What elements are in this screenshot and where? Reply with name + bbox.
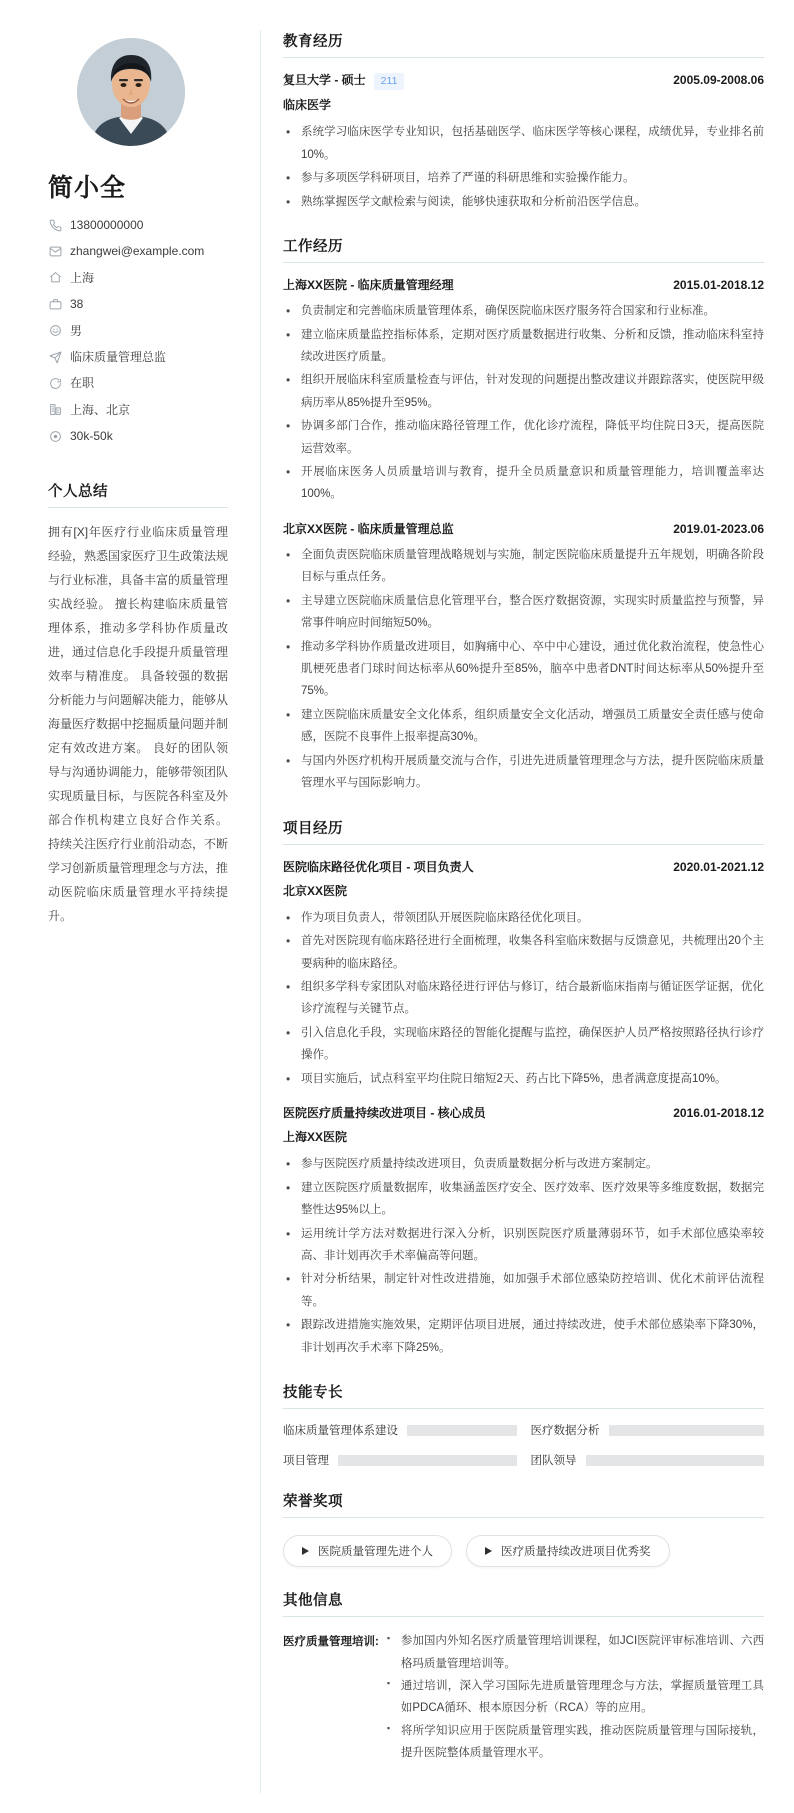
education-section bbox=[283, 30, 764, 213]
project-entry bbox=[283, 1104, 764, 1359]
education-school: 复旦大学 - 硕士 bbox=[283, 73, 366, 87]
honor-label: 医疗质量持续改进项目优秀奖 bbox=[501, 1546, 651, 1559]
contact-cities-value: 上海、北京 bbox=[70, 402, 131, 417]
skill-progress-track bbox=[609, 1425, 765, 1436]
contact-cities bbox=[48, 403, 232, 417]
honors-section bbox=[283, 1490, 764, 1567]
project-bullets bbox=[283, 907, 764, 1090]
contact-list bbox=[48, 218, 232, 444]
triangle-right-icon bbox=[302, 1547, 309, 1555]
list-item: • 参与医院医疗质量持续改进项目，负责质量数据分析与改进方案制定。 bbox=[283, 1153, 764, 1175]
other-info-bullets bbox=[385, 1630, 764, 1765]
list-item: • 项目实施后，试点科室平均住院日缩短2天、药占比下降5%，患者满意度提高10%。 bbox=[283, 1068, 764, 1090]
list-item: • 跟踪改进措施实施效果，定期评估项目进展，通过持续改进，使手术部位感染率下降30%，非计划再次手术率下降25%。 bbox=[283, 1314, 764, 1359]
briefcase-icon bbox=[48, 297, 62, 311]
person-name: 简小全 bbox=[48, 174, 127, 202]
work-title: 工作经历 bbox=[283, 235, 764, 263]
project-org: 北京XX医院 bbox=[283, 883, 348, 898]
skill-item bbox=[531, 1452, 765, 1468]
contact-jobtitle bbox=[48, 350, 232, 364]
avatar bbox=[77, 38, 185, 146]
main-content bbox=[261, 0, 794, 1813]
home-icon bbox=[48, 271, 62, 285]
education-major: 临床医学 bbox=[283, 98, 332, 113]
list-item: • 组织开展临床科室质量检查与评估，针对发现的问题提出整改建议并跟踪落实，使医院甲级病历率从85%提升至95%。 bbox=[283, 369, 764, 414]
coin-icon bbox=[48, 429, 62, 443]
list-item: • 参与多项医学科研项目，培养了严谨的科研思维和实验操作能力。 bbox=[283, 167, 764, 189]
other-info-row bbox=[283, 1630, 764, 1765]
project-date: 2020.01-2021.12 bbox=[673, 859, 764, 874]
contact-status bbox=[48, 376, 232, 390]
skills-title: 技能专长 bbox=[283, 1381, 764, 1409]
list-item: • 全面负责医院临床质量管理战略规划与实施，制定医院临床质量提升五年规划，明确各阶段目标与重点任务。 bbox=[283, 544, 764, 589]
list-item: • 首先对医院现有临床路径进行全面梳理，收集各科室临床数据与反馈意见，共梳理出20个主要病种的临床路径。 bbox=[283, 930, 764, 975]
work-section bbox=[283, 235, 764, 794]
list-item: • 引入信息化手段，实现临床路径的智能化提醒与监控，确保医护人员严格按照路径执行诊疗操作。 bbox=[283, 1022, 764, 1067]
avatar-wrap bbox=[30, 38, 232, 146]
list-item: • 组织多学科专家团队对临床路径进行评估与修订，结合最新临床指南与循证医学证据，优化诊疗流程与关键节点。 bbox=[283, 976, 764, 1021]
education-entry bbox=[283, 71, 764, 213]
education-school-line bbox=[283, 71, 404, 90]
sidebar bbox=[0, 0, 260, 1813]
contact-age bbox=[48, 297, 232, 311]
list-item: • 推动多学科协作质量改进项目，如胸痛中心、卒中中心建设，通过优化救治流程，使急性心肌梗死患者门球时间达标率从60%提升至85%，脑卒中患者DNT时间达标率从50%提升至75%。 bbox=[283, 636, 764, 703]
list-item: • 协调多部门合作，推动临床路径管理工作，优化诊疗流程，降低平均住院日3天，提高医院运营效率。 bbox=[283, 415, 764, 460]
refresh-icon bbox=[48, 377, 62, 391]
skill-label: 项目管理 bbox=[283, 1455, 329, 1468]
contact-salary-value: 30k-50k bbox=[70, 429, 113, 444]
work-entry bbox=[283, 276, 764, 506]
list-item: • 主导建立医院临床质量信息化管理平台，整合医疗数据资源，实现实时质量监控与预警，异常事件响应时间缩短50%。 bbox=[283, 590, 764, 635]
building-icon bbox=[48, 403, 62, 417]
work-date: 2015.01-2018.12 bbox=[673, 278, 764, 293]
skill-label: 医疗数据分析 bbox=[530, 1425, 600, 1438]
contact-phone-value: 13800000000 bbox=[70, 218, 144, 232]
skill-item bbox=[531, 1422, 765, 1438]
list-item: • 建立医院临床质量安全文化体系，组织质量安全文化活动，增强员工质量安全责任感与使命感，医院不良事件上报率提高30%。 bbox=[283, 704, 764, 749]
honor-chip[interactable] bbox=[466, 1535, 670, 1567]
work-bullets bbox=[283, 544, 764, 795]
contact-phone bbox=[48, 218, 232, 232]
projects-section bbox=[283, 817, 764, 1360]
honor-chip[interactable] bbox=[283, 1535, 452, 1567]
list-item: • 建立临床质量监控指标体系，定期对医疗质量数据进行收集、分析和反馈，推动临床科室持续改进医疗质量。 bbox=[283, 324, 764, 369]
phone-icon bbox=[48, 218, 62, 232]
list-item: • 作为项目负责人，带领团队开展医院临床路径优化项目。 bbox=[283, 907, 764, 929]
list-item: ▪ 将所学知识应用于医院质量管理实践，推动医院质量管理与国际接轨，提升医院整体质量管理水平。 bbox=[385, 1720, 764, 1765]
project-name: 医院临床路径优化项目 - 项目负责人 bbox=[283, 859, 474, 874]
contact-status-value: 在职 bbox=[70, 376, 95, 391]
skills-grid bbox=[283, 1422, 764, 1468]
list-item: ▪ 参加国内外知名医疗质量管理培训课程，如JCI医院评审标准培训、六西格玛质量管理培训等。 bbox=[385, 1630, 764, 1675]
contact-salary bbox=[48, 429, 232, 443]
skill-label: 团队领导 bbox=[530, 1455, 577, 1468]
skill-item bbox=[283, 1452, 517, 1468]
project-entry bbox=[283, 858, 764, 1091]
list-item: • 系统学习临床医学专业知识，包括基础医学、临床医学等核心课程，成绩优异，专业排名前10%。 bbox=[283, 121, 764, 166]
list-item: • 熟练掌握医学文献检索与阅读，能够快速获取和分析前沿医学信息。 bbox=[283, 191, 764, 213]
work-position: 北京XX医院 - 临床质量管理总监 bbox=[283, 521, 454, 536]
honors-title: 荣誉奖项 bbox=[283, 1490, 764, 1518]
project-entry-head bbox=[283, 1104, 764, 1122]
skill-progress-track bbox=[586, 1455, 765, 1466]
work-position: 上海XX医院 - 临床质量管理经理 bbox=[283, 278, 454, 293]
contact-age-value: 38 bbox=[70, 297, 84, 312]
list-item: • 建立医院医疗质量数据库，收集涵盖医疗安全、医疗效率、医疗效果等多维度数据，数据完整性达95%以上。 bbox=[283, 1177, 764, 1222]
summary-title: 个人总结 bbox=[48, 480, 228, 508]
work-entry-head bbox=[283, 520, 764, 538]
education-entry-head bbox=[283, 71, 764, 90]
skills-section bbox=[283, 1381, 764, 1468]
work-date: 2019.01-2023.06 bbox=[673, 521, 764, 536]
contact-email bbox=[48, 244, 232, 258]
list-item: • 针对分析结果，制定针对性改进措施，如加强手术部位感染防控培训、优化术前评估流程等。 bbox=[283, 1268, 764, 1313]
contact-gender bbox=[48, 324, 232, 338]
project-org: 上海XX医院 bbox=[283, 1130, 348, 1145]
work-entry-head bbox=[283, 276, 764, 294]
contact-location bbox=[48, 271, 232, 285]
education-tag-badge: 211 bbox=[374, 73, 405, 90]
other-info-label: 医疗质量管理培训: bbox=[283, 1636, 379, 1649]
project-bullets bbox=[283, 1153, 764, 1359]
contact-jobtitle-value: 临床质量管理总监 bbox=[70, 349, 167, 364]
project-entry-head bbox=[283, 858, 764, 876]
triangle-right-icon bbox=[485, 1547, 492, 1555]
project-date: 2016.01-2018.12 bbox=[673, 1106, 764, 1121]
summary-text: 拥有[X]年医疗行业临床质量管理经验，熟悉国家医疗卫生政策法规与行业标准，具备丰富的质量管理实战经验。 擅长构建临床质量管理体系，推动多学科协作质量改进，通过信息化手段提升质量管理效率与精准度。 具备较强的数据分析能力与问题解决能力，能够从海量医疗数据中挖掘质量问题并制定有效改进方案。 良好的团队领导与沟通协调能力，能够带领团队实现质量目标，与医院各科室及外部合作机构建立良好合作关系。 持续关注医疗行业前沿动态，不断学习创新质量管理理念与方法，推动医院临床质量管理水平持续提升。 bbox=[48, 524, 229, 923]
education-bullets bbox=[283, 121, 764, 213]
contact-location-value: 上海 bbox=[70, 270, 95, 285]
skill-item bbox=[283, 1422, 517, 1438]
project-name: 医院医疗质量持续改进项目 - 核心成员 bbox=[283, 1106, 486, 1121]
other-info-title: 其他信息 bbox=[283, 1589, 764, 1617]
summary-section bbox=[48, 480, 232, 928]
list-item: ▪ 通过培训，深入学习国际先进质量管理理念与方法，掌握质量管理工具如PDCA循环、根本原因分析（RCA）等的应用。 bbox=[385, 1675, 764, 1720]
work-entry bbox=[283, 520, 764, 795]
contact-gender-value: 男 bbox=[70, 323, 83, 338]
honors-list bbox=[283, 1531, 764, 1567]
mail-icon bbox=[48, 245, 62, 259]
gender-icon bbox=[48, 324, 62, 338]
education-title: 教育经历 bbox=[283, 30, 764, 58]
list-item: • 开展临床医务人员质量培训与教育，提升全员质量意识和质量管理能力，培训覆盖率达100%。 bbox=[283, 461, 764, 506]
list-item: • 与国内外医疗机构开展质量交流与合作，引进先进质量管理理念与方法，提升医院临床质量管理水平与国际影响力。 bbox=[283, 750, 764, 795]
skill-label: 临床质量管理体系建设 bbox=[283, 1425, 398, 1438]
list-item: • 运用统计学方法对数据进行深入分析，识别医院医疗质量薄弱环节，如手术部位感染率较高、非计划再次手术率偏高等问题。 bbox=[283, 1223, 764, 1268]
other-info-section bbox=[283, 1589, 764, 1765]
honor-label: 医院质量管理先进个人 bbox=[318, 1546, 433, 1559]
skill-progress-track bbox=[338, 1455, 517, 1466]
projects-title: 项目经历 bbox=[283, 817, 764, 845]
work-bullets bbox=[283, 300, 764, 506]
list-item: • 负责制定和完善临床质量管理体系，确保医院临床医疗服务符合国家和行业标准。 bbox=[283, 300, 764, 322]
contact-email-value: zhangwei@example.com bbox=[70, 244, 205, 259]
education-date: 2005.09-2008.06 bbox=[673, 73, 764, 87]
skill-progress-track bbox=[407, 1425, 517, 1436]
send-icon bbox=[48, 350, 62, 364]
